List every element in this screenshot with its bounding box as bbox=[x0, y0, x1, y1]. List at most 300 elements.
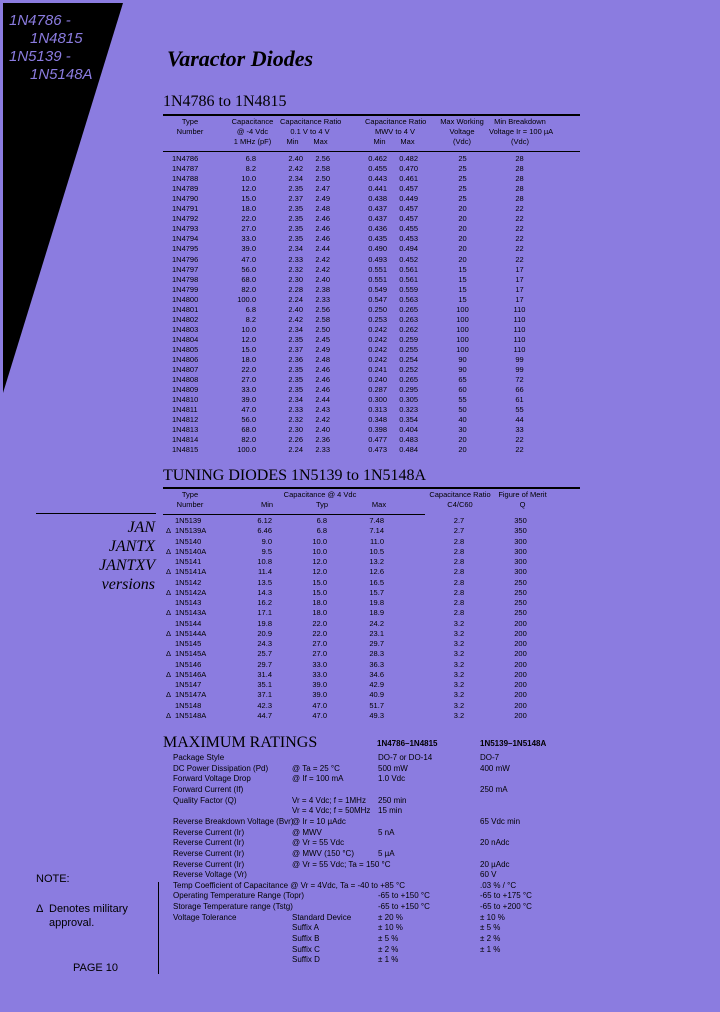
table-row bbox=[0, 385, 720, 395]
figure-of-merit: 300 bbox=[514, 567, 527, 577]
rating-name: Package Style bbox=[173, 753, 225, 762]
capacitance: 6.8 bbox=[245, 154, 256, 163]
type-number: 1N4815 bbox=[172, 445, 199, 455]
table-row bbox=[0, 435, 720, 445]
divider bbox=[163, 151, 580, 152]
rating-value-1n4786: -65 to +150 °C bbox=[378, 891, 430, 901]
cap-typ: 15.0 bbox=[312, 577, 327, 587]
delta-icon: Δ bbox=[36, 903, 44, 915]
cap-typ: 22.0 bbox=[312, 618, 327, 628]
table-row bbox=[0, 325, 720, 335]
ratio-min: 2.32 bbox=[288, 264, 303, 274]
rating-value-1n4786: 5 µA bbox=[378, 848, 395, 858]
cap-typ: 39.0 bbox=[312, 680, 327, 689]
table-row bbox=[0, 305, 720, 315]
figure-of-merit: 200 bbox=[514, 690, 527, 700]
cap-min: 13.5 bbox=[257, 577, 272, 587]
mwv-min: 0.436 bbox=[368, 224, 387, 234]
mwv-min: 0.455 bbox=[368, 164, 387, 174]
working-voltage: 90 bbox=[458, 365, 467, 375]
cap-typ: 15.0 bbox=[312, 587, 327, 597]
cap-ratio: 3.2 bbox=[453, 700, 465, 710]
mwv-min: 0.549 bbox=[368, 284, 387, 294]
ratio-min: 2.30 bbox=[288, 425, 303, 435]
working-voltage: 40 bbox=[458, 415, 467, 425]
type-number: 1N4792 bbox=[172, 214, 199, 224]
ratio-max: 2.46 bbox=[315, 224, 330, 234]
ratio-min: 2.32 bbox=[288, 415, 303, 425]
type-number: 1N5145 bbox=[175, 639, 202, 648]
breakdown-voltage: 17 bbox=[515, 294, 524, 304]
mwv-max: 0.482 bbox=[399, 154, 418, 163]
figure-of-merit: 250 bbox=[514, 577, 527, 587]
working-voltage: 25 bbox=[458, 184, 467, 194]
mwv-max: 0.561 bbox=[399, 274, 418, 284]
ratings-col2-header: 1N5139–1N5148A bbox=[480, 739, 547, 748]
ratio-max: 2.58 bbox=[315, 164, 330, 174]
divider bbox=[163, 114, 580, 116]
note-label: NOTE: bbox=[36, 873, 70, 885]
cap-typ: 18.0 bbox=[312, 608, 327, 618]
rating-value-1n4786: 5 nA bbox=[378, 827, 395, 837]
series-code: 1N5148A bbox=[30, 66, 93, 83]
cap-min: 29.7 bbox=[257, 659, 272, 669]
col-header-max: Max bbox=[371, 500, 387, 509]
ratio-max: 2.50 bbox=[315, 174, 330, 184]
cap-max: 40.9 bbox=[369, 690, 384, 700]
capacitance: 39.0 bbox=[241, 244, 256, 254]
rating-name: Operating Temperature Range (Topr) bbox=[173, 891, 305, 901]
ratings-row bbox=[0, 785, 720, 795]
breakdown-voltage: 28 bbox=[515, 174, 524, 184]
cap-ratio: 2.7 bbox=[453, 516, 465, 525]
working-voltage: 25 bbox=[458, 194, 467, 204]
rating-condition: @ Vr = 55 Vdc bbox=[292, 838, 345, 848]
cap-typ: 10.0 bbox=[312, 546, 327, 556]
breakdown-voltage: 22 bbox=[515, 214, 524, 224]
cap-min: 44.7 bbox=[257, 710, 272, 720]
col-header-capacitance: Capacitance @ -4 Vdc 1 MHz (pF) bbox=[231, 117, 274, 146]
type-number: 1N5145A bbox=[175, 649, 207, 659]
capacitance: 47.0 bbox=[241, 254, 256, 264]
table-row bbox=[0, 425, 720, 435]
rating-value-1n4786: ± 20 % bbox=[378, 912, 403, 922]
table-row bbox=[0, 619, 720, 629]
cap-max: 36.3 bbox=[369, 659, 384, 669]
ratio-min: 2.35 bbox=[288, 204, 303, 214]
ratings-row bbox=[0, 860, 720, 870]
ratings-row bbox=[0, 796, 720, 806]
rating-condition: Standard Device bbox=[292, 912, 352, 922]
military-approval-icon: Δ bbox=[166, 567, 172, 577]
mwv-max: 0.452 bbox=[399, 254, 418, 264]
ratio-max: 2.42 bbox=[315, 264, 330, 274]
rating-value-1n5139: -65 to +200 °C bbox=[480, 902, 532, 912]
col-header-mwv-min: Min bbox=[373, 137, 386, 146]
ratio-max: 2.56 bbox=[315, 304, 330, 314]
breakdown-voltage: 17 bbox=[515, 264, 524, 274]
breakdown-voltage: 110 bbox=[513, 304, 526, 314]
ratings-row bbox=[0, 753, 720, 763]
type-number: 1N4795 bbox=[172, 244, 199, 254]
divider bbox=[163, 487, 580, 489]
ratio-min: 2.34 bbox=[288, 244, 303, 254]
breakdown-voltage: 66 bbox=[515, 385, 524, 395]
type-number: 1N4812 bbox=[172, 415, 199, 425]
cap-typ: 33.0 bbox=[312, 669, 327, 679]
cap-ratio: 3.2 bbox=[453, 659, 465, 669]
type-number: 1N4787 bbox=[172, 164, 199, 174]
type-number: 1N4786 bbox=[172, 154, 199, 163]
mwv-min: 0.437 bbox=[368, 204, 387, 214]
ratio-min: 2.40 bbox=[288, 304, 303, 314]
mwv-min: 0.551 bbox=[368, 264, 387, 274]
military-approval-icon: Δ bbox=[166, 526, 172, 536]
mwv-min: 0.547 bbox=[368, 294, 387, 304]
rating-name: Reverse Voltage (Vr) bbox=[173, 870, 247, 880]
ratio-max: 2.43 bbox=[315, 405, 330, 415]
working-voltage: 20 bbox=[458, 224, 467, 234]
mwv-max: 0.255 bbox=[399, 344, 418, 354]
cap-ratio: 3.2 bbox=[453, 680, 465, 689]
military-approval-icon: Δ bbox=[166, 546, 172, 556]
cap-max: 7.48 bbox=[369, 516, 384, 525]
ratio-min: 2.37 bbox=[288, 194, 303, 204]
breakdown-voltage: 17 bbox=[515, 274, 524, 284]
ratio-min: 2.35 bbox=[288, 365, 303, 375]
type-number: 1N5144 bbox=[175, 618, 202, 628]
cap-max: 34.6 bbox=[369, 669, 384, 679]
col-header-min: Min bbox=[260, 500, 274, 509]
capacitance: 6.8 bbox=[245, 304, 256, 314]
military-approval-icon: Δ bbox=[166, 628, 172, 638]
type-number: 1N4790 bbox=[172, 194, 199, 204]
figure-of-merit: 300 bbox=[514, 557, 527, 566]
mwv-min: 0.435 bbox=[368, 234, 387, 244]
breakdown-voltage: 44 bbox=[515, 415, 524, 425]
col-header-q: Figure of Merit Q bbox=[498, 490, 547, 509]
cap-max: 11.0 bbox=[369, 536, 384, 546]
type-number: 1N5147 bbox=[175, 680, 202, 689]
working-voltage: 25 bbox=[458, 164, 467, 174]
mwv-min: 0.240 bbox=[368, 375, 387, 385]
cap-max: 28.3 bbox=[369, 649, 384, 659]
ratio-min: 2.42 bbox=[288, 314, 303, 324]
breakdown-voltage: 22 bbox=[515, 254, 524, 264]
ratings-row bbox=[0, 945, 720, 955]
working-voltage: 100 bbox=[456, 314, 469, 324]
cap-ratio: 2.8 bbox=[453, 546, 465, 556]
ratings-row bbox=[0, 870, 720, 880]
cap-min: 10.8 bbox=[257, 557, 272, 566]
capacitance: 12.0 bbox=[241, 334, 256, 344]
rating-name: Reverse Breakdown Voltage (Bvr) bbox=[173, 816, 294, 826]
table-row bbox=[0, 244, 720, 254]
capacitance: 56.0 bbox=[241, 264, 256, 274]
ratio-max: 2.42 bbox=[315, 415, 330, 425]
cap-min: 24.3 bbox=[257, 639, 272, 648]
figure-of-merit: 350 bbox=[514, 526, 527, 536]
ratings-row bbox=[0, 774, 720, 784]
mwv-max: 0.262 bbox=[399, 324, 418, 334]
cap-ratio: 2.8 bbox=[453, 587, 465, 597]
rating-name: Forward Voltage Drop bbox=[173, 774, 251, 784]
cap-min: 20.9 bbox=[257, 628, 272, 638]
page-number: PAGE 10 bbox=[73, 962, 119, 974]
jan-versions: JAN JANTX JANTXV versions bbox=[99, 519, 155, 593]
breakdown-voltage: 99 bbox=[515, 365, 524, 375]
mwv-min: 0.250 bbox=[368, 304, 387, 314]
working-voltage: 100 bbox=[456, 344, 469, 354]
type-number: 1N4808 bbox=[172, 375, 199, 385]
breakdown-voltage: 22 bbox=[515, 445, 524, 455]
working-voltage: 20 bbox=[458, 445, 467, 455]
cap-typ: 47.0 bbox=[312, 710, 327, 720]
cap-max: 49.3 bbox=[369, 710, 384, 720]
working-voltage: 20 bbox=[458, 234, 467, 244]
table-row bbox=[0, 154, 720, 164]
breakdown-voltage: 28 bbox=[515, 154, 524, 163]
working-voltage: 90 bbox=[458, 355, 467, 364]
mwv-max: 0.483 bbox=[399, 435, 418, 445]
mwv-max: 0.252 bbox=[399, 365, 418, 375]
cap-typ: 6.8 bbox=[316, 526, 327, 536]
ratio-min: 2.35 bbox=[288, 224, 303, 234]
col-header-mwv-ratio: Capacitance Ratio MWV to 4 V bbox=[365, 117, 427, 136]
cap-min: 9.5 bbox=[261, 546, 272, 556]
ratings-row bbox=[0, 817, 720, 827]
rating-value-1n5139: ± 2 % bbox=[480, 934, 501, 944]
breakdown-voltage: 110 bbox=[513, 314, 526, 324]
rating-condition: @ Ta = 25 °C bbox=[292, 763, 340, 773]
capacitance: 82.0 bbox=[241, 435, 256, 445]
mwv-min: 0.490 bbox=[368, 244, 387, 254]
breakdown-voltage: 28 bbox=[515, 164, 524, 174]
type-number: 1N4803 bbox=[172, 324, 199, 334]
breakdown-voltage: 22 bbox=[515, 244, 524, 254]
mwv-min: 0.437 bbox=[368, 214, 387, 224]
col-header-typ: Typ bbox=[315, 500, 329, 509]
capacitance: 27.0 bbox=[241, 375, 256, 385]
ratio-max: 2.49 bbox=[315, 194, 330, 204]
mwv-min: 0.477 bbox=[368, 435, 387, 445]
cap-ratio: 2.8 bbox=[453, 608, 465, 618]
cap-max: 15.7 bbox=[369, 587, 384, 597]
col-header-breakdown-voltage: Min Breakdown Voltage Ir = 100 µA (Vdc) bbox=[489, 117, 554, 146]
table-row bbox=[0, 395, 720, 405]
rating-value-1n4786: ± 2 % bbox=[378, 944, 399, 954]
type-number: 1N5146A bbox=[175, 669, 207, 679]
ratio-min: 2.35 bbox=[288, 214, 303, 224]
ratio-max: 2.36 bbox=[315, 435, 330, 445]
table-row bbox=[0, 649, 720, 659]
type-number: 1N5148 bbox=[175, 700, 202, 710]
rating-name: Reverse Current (Ir) bbox=[173, 859, 245, 869]
type-number: 1N5140A bbox=[175, 546, 207, 556]
figure-of-merit: 300 bbox=[514, 546, 527, 556]
rating-condition: Vr = 4 Vdc; f = 1MHz bbox=[292, 795, 366, 805]
table-row bbox=[0, 214, 720, 224]
breakdown-voltage: 110 bbox=[513, 334, 526, 344]
type-number: 1N4813 bbox=[172, 425, 199, 435]
rating-value-1n4786: 500 mW bbox=[378, 763, 408, 773]
mwv-min: 0.441 bbox=[368, 184, 387, 194]
ratings-row bbox=[0, 849, 720, 859]
mwv-max: 0.461 bbox=[399, 174, 418, 184]
figure-of-merit: 200 bbox=[514, 639, 527, 648]
ratio-max: 2.58 bbox=[315, 314, 330, 324]
mwv-max: 0.259 bbox=[399, 334, 418, 344]
ratio-min: 2.33 bbox=[288, 405, 303, 415]
cap-max: 10.5 bbox=[369, 546, 384, 556]
working-voltage: 20 bbox=[458, 435, 467, 445]
rating-condition: @ MWV (150 °C) bbox=[292, 848, 354, 858]
breakdown-voltage: 99 bbox=[515, 355, 524, 364]
ratio-max: 2.48 bbox=[315, 204, 330, 214]
ratio-min: 2.34 bbox=[288, 324, 303, 334]
ratio-min: 2.35 bbox=[288, 385, 303, 395]
figure-of-merit: 200 bbox=[514, 618, 527, 628]
rating-name: Storage Temperature range (Tstg) bbox=[173, 902, 293, 912]
rating-value-1n5139: DO-7 bbox=[480, 753, 500, 762]
ratings-row bbox=[0, 828, 720, 838]
rating-value-1n5139: ± 5 % bbox=[480, 923, 501, 933]
figure-of-merit: 200 bbox=[514, 628, 527, 638]
mwv-min: 0.253 bbox=[368, 314, 387, 324]
series-code: 1N4815 bbox=[30, 30, 83, 47]
cap-typ: 18.0 bbox=[312, 598, 327, 607]
ratio-max: 2.48 bbox=[315, 355, 330, 364]
table-row bbox=[0, 315, 720, 325]
type-number: 1N4810 bbox=[172, 395, 199, 405]
cap-ratio: 2.8 bbox=[453, 598, 465, 607]
type-number: 1N5143A bbox=[175, 608, 207, 618]
mwv-max: 0.470 bbox=[399, 164, 418, 174]
type-number: 1N4797 bbox=[172, 264, 199, 274]
ratio-max: 2.56 bbox=[315, 154, 330, 163]
rating-name: Temp Coefficient of Capacitance @ Vr = 4Vdc, Ta = -40 to +85 °C bbox=[173, 880, 405, 890]
working-voltage: 100 bbox=[456, 324, 469, 334]
ratings-row bbox=[0, 934, 720, 944]
rating-name: Reverse Current (Ir) bbox=[173, 827, 245, 837]
working-voltage: 25 bbox=[458, 174, 467, 184]
table-row bbox=[0, 375, 720, 385]
type-number: 1N5147A bbox=[175, 690, 207, 700]
rating-value-1n5139: 400 mW bbox=[480, 763, 510, 773]
type-number: 1N4794 bbox=[172, 234, 199, 244]
working-voltage: 15 bbox=[458, 294, 467, 304]
rating-value-1n5139: 250 mA bbox=[480, 784, 508, 794]
type-number: 1N5140 bbox=[175, 536, 202, 546]
rating-value-1n5139: 20 µAdc bbox=[480, 859, 510, 869]
cap-min: 16.2 bbox=[257, 598, 272, 607]
capacitance: 56.0 bbox=[241, 415, 256, 425]
ratio-max: 2.46 bbox=[315, 385, 330, 395]
type-number: 1N4798 bbox=[172, 274, 199, 284]
ratio-max: 2.49 bbox=[315, 344, 330, 354]
table-row bbox=[0, 680, 720, 690]
rating-condition: @ Ir = 10 µAdc bbox=[292, 816, 346, 826]
mwv-max: 0.354 bbox=[399, 415, 418, 425]
table-row bbox=[0, 445, 720, 455]
table-row bbox=[0, 660, 720, 670]
cap-typ: 22.0 bbox=[312, 628, 327, 638]
capacitance: 18.0 bbox=[241, 204, 256, 214]
ratio-min: 2.35 bbox=[288, 234, 303, 244]
cap-typ: 12.0 bbox=[312, 557, 327, 566]
col-header-capacitance: Capacitance @ 4 Vdc bbox=[283, 490, 357, 499]
col-header-ratio-max: Max bbox=[313, 137, 328, 146]
mwv-max: 0.305 bbox=[399, 395, 418, 405]
type-number: 1N5139 bbox=[175, 516, 202, 525]
cap-max: 19.8 bbox=[369, 598, 384, 607]
col-header-mwv-max: Max bbox=[400, 137, 415, 146]
mwv-max: 0.561 bbox=[399, 264, 418, 274]
note-text: Denotes military approval. bbox=[49, 903, 128, 929]
mwv-min: 0.241 bbox=[368, 365, 387, 375]
rating-value-1n5139: 20 nAdc bbox=[480, 838, 510, 848]
rating-value-1n5139: .03 % / °C bbox=[480, 880, 517, 890]
breakdown-voltage: 17 bbox=[515, 284, 524, 294]
cap-max: 42.9 bbox=[369, 680, 384, 689]
capacitance: 68.0 bbox=[241, 425, 256, 435]
rating-value-1n5139: ± 10 % bbox=[480, 912, 505, 922]
table-row bbox=[0, 711, 720, 721]
table-row bbox=[0, 690, 720, 700]
military-approval-icon: Δ bbox=[166, 669, 172, 679]
table-row bbox=[0, 629, 720, 639]
rating-value-1n4786: -65 to +150 °C bbox=[378, 902, 430, 912]
cap-max: 29.7 bbox=[369, 639, 384, 648]
ratio-max: 2.40 bbox=[315, 425, 330, 435]
ratio-max: 2.40 bbox=[315, 274, 330, 284]
rating-condition: Suffix D bbox=[292, 955, 320, 965]
col-header-type: Type Number bbox=[176, 490, 204, 509]
breakdown-voltage: 61 bbox=[515, 395, 524, 405]
figure-of-merit: 200 bbox=[514, 649, 527, 659]
rating-value-1n5139: 65 Vdc min bbox=[480, 816, 521, 826]
table-row bbox=[0, 295, 720, 305]
ratio-min: 2.35 bbox=[288, 334, 303, 344]
type-number: 1N4809 bbox=[172, 385, 199, 395]
ratio-max: 2.38 bbox=[315, 284, 330, 294]
cap-min: 37.1 bbox=[257, 690, 272, 700]
rating-condition: @ If = 100 mA bbox=[292, 774, 344, 784]
col-header-ratio: Capacitance Ratio 0.1 V to 4 V bbox=[280, 117, 342, 136]
table-row bbox=[0, 415, 720, 425]
ratio-max: 2.44 bbox=[315, 244, 330, 254]
ratio-min: 2.35 bbox=[288, 375, 303, 385]
cap-ratio: 2.8 bbox=[453, 577, 465, 587]
mwv-max: 0.265 bbox=[399, 375, 418, 385]
divider bbox=[36, 513, 156, 514]
cap-max: 16.5 bbox=[369, 577, 384, 587]
capacitance: 39.0 bbox=[241, 395, 256, 405]
ratio-max: 2.44 bbox=[315, 395, 330, 405]
mwv-max: 0.404 bbox=[399, 425, 418, 435]
series-code: 1N4786 - bbox=[9, 12, 71, 29]
working-voltage: 15 bbox=[458, 274, 467, 284]
cap-max: 13.2 bbox=[369, 557, 384, 566]
capacitance: 100.0 bbox=[237, 445, 256, 455]
rating-name: Reverse Current (Ir) bbox=[173, 838, 245, 848]
type-number: 1N5148A bbox=[175, 710, 207, 720]
table-row bbox=[0, 598, 720, 608]
breakdown-voltage: 22 bbox=[515, 435, 524, 445]
figure-of-merit: 300 bbox=[514, 536, 527, 546]
figure-of-merit: 250 bbox=[514, 598, 527, 607]
table-row bbox=[0, 335, 720, 345]
